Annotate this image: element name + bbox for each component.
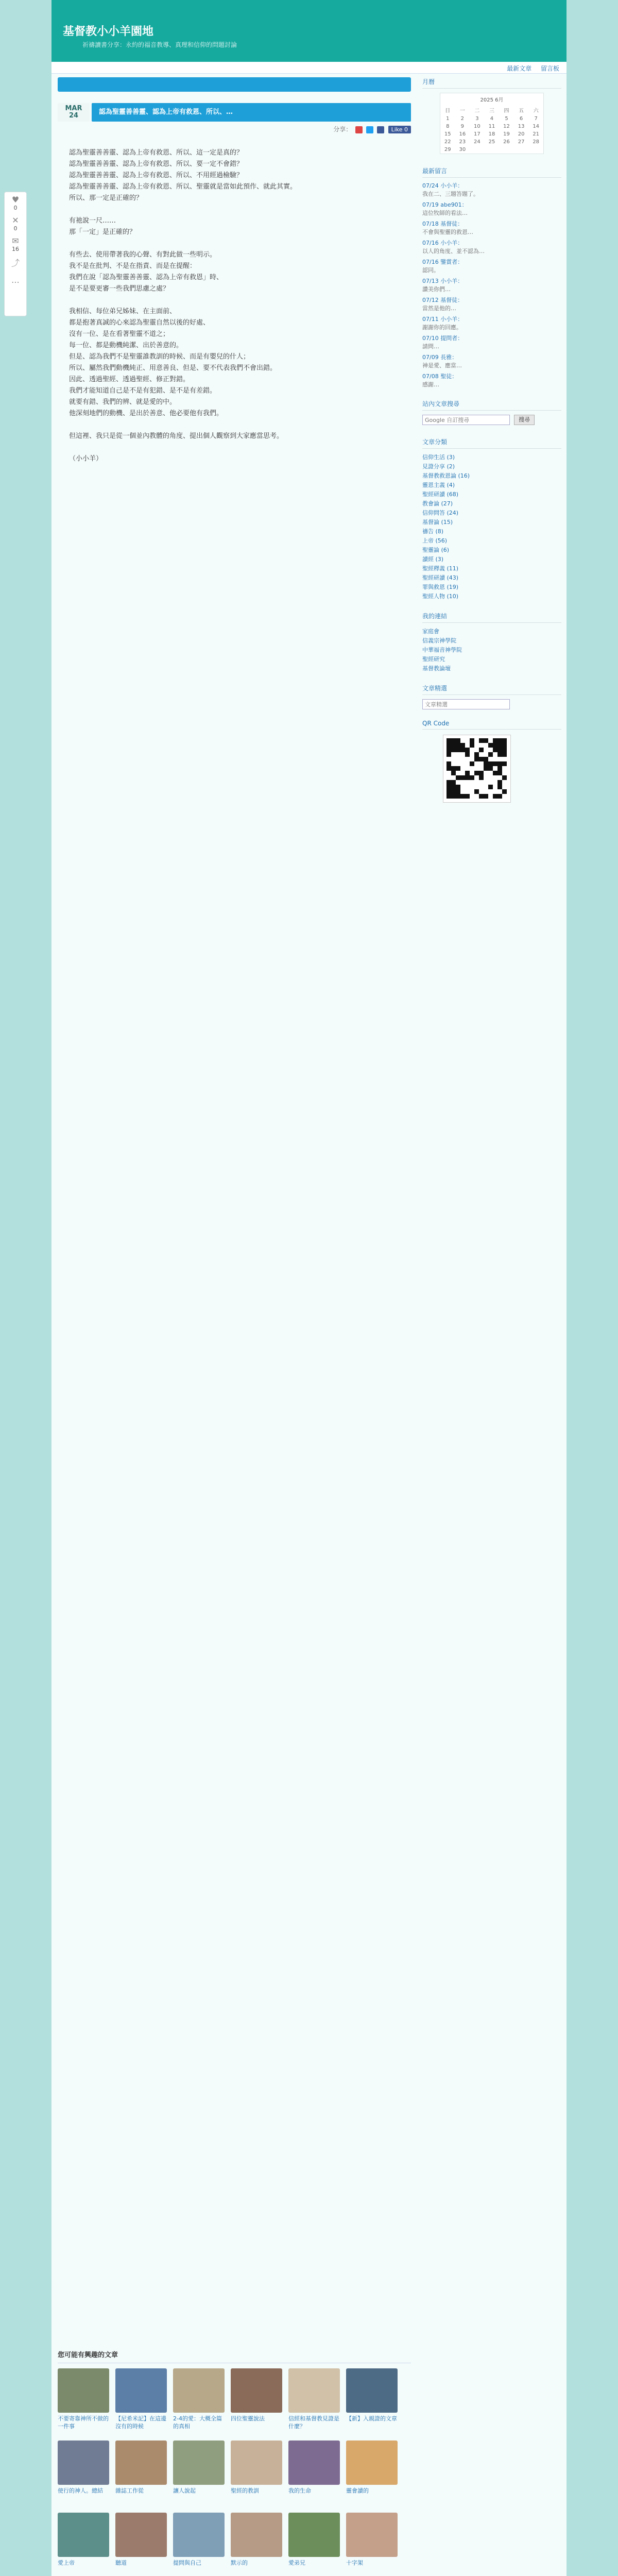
calendar-day[interactable]: 19 <box>503 131 510 137</box>
category-item[interactable]: 基督教救恩論 (16) <box>422 472 470 479</box>
post-body <box>58 147 411 465</box>
related-item[interactable] <box>231 2368 282 2435</box>
category-item[interactable]: 聖經研讀 (68) <box>422 491 459 498</box>
qr-module <box>451 789 456 794</box>
category-title: 文章分類 <box>422 437 561 449</box>
calendar-day[interactable]: 16 <box>459 131 466 137</box>
qr-module <box>456 785 460 789</box>
blog-title[interactable]: 基督教小小羊園地 <box>63 25 154 38</box>
qr-module <box>451 738 456 743</box>
link-item[interactable]: 信義宗神學院 <box>422 637 456 644</box>
qr-module <box>451 766 456 771</box>
featured-select <box>422 699 561 709</box>
related-thumbnail[interactable] <box>288 2513 340 2557</box>
like-icon: ♥ <box>11 195 20 205</box>
qr-module <box>484 738 488 743</box>
recent-comment[interactable] <box>422 315 561 332</box>
recent-title: 最新留言 <box>422 166 561 178</box>
qr-module <box>460 794 465 799</box>
qr-module <box>497 785 502 789</box>
recent-comment-author[interactable]: 07/13 小小羊： <box>422 278 464 284</box>
qr-module <box>451 780 456 785</box>
recent-comment-author[interactable]: 07/11 小小羊： <box>422 316 464 323</box>
reaction-item[interactable] <box>5 233 26 254</box>
calendar-day[interactable]: 14 <box>533 124 540 129</box>
qr-module <box>488 743 493 748</box>
qr-module <box>479 775 484 780</box>
category-item[interactable]: 信仰問答 (24) <box>422 510 459 516</box>
qr-module <box>497 761 502 766</box>
qr-module <box>497 748 502 752</box>
share-bar <box>58 125 411 136</box>
recent-comment-author[interactable]: 07/12 基督徒： <box>422 297 464 303</box>
category-item[interactable]: 聖經釋義 (11) <box>422 565 459 572</box>
calendar-day[interactable]: 2 <box>460 116 465 122</box>
search-title: 站內文章搜尋 <box>422 399 561 411</box>
reaction-item[interactable] <box>5 254 26 275</box>
calendar-day[interactable]: 13 <box>518 124 525 129</box>
calendar-weekday: 三 <box>489 108 494 114</box>
qr-module <box>502 775 507 780</box>
post-date <box>58 103 90 122</box>
related-thumbnail[interactable] <box>173 2368 225 2413</box>
qr-module <box>447 785 451 789</box>
qr-module <box>484 757 488 761</box>
recent-comment-text: 神是愛、應當… <box>422 362 462 369</box>
calendar-weekday: 五 <box>519 108 524 114</box>
calendar-weekday: 四 <box>504 108 509 114</box>
qr-module <box>479 794 484 799</box>
category-item[interactable]: 基督論 (15) <box>422 519 453 526</box>
paragraph: 有些去、使用帶著我的心聲、有對此做一些明示。 我不是在批判、不是在指責、而是在提醒： 我們在說「認為聖靈善善靈、認為上帝有救恩」時、 是不是要更審一些我們思慮之處？ <box>69 251 224 293</box>
category-item[interactable]: 信仰生活 (3) <box>422 454 455 461</box>
qr-module <box>488 766 493 771</box>
calendar-table <box>440 105 543 154</box>
related-item[interactable] <box>115 2513 167 2576</box>
qr-module <box>474 789 479 794</box>
post-month: MAR <box>65 105 82 112</box>
recent-comment-author[interactable]: 07/24 小小羊： <box>422 182 464 189</box>
qr-module <box>447 738 451 743</box>
recent-comment-text: 感謝… <box>422 381 439 388</box>
related-thumbnail[interactable] <box>115 2441 167 2485</box>
paragraph: 但這裡、我只是從一個並內教體的角度、提出個人觀察到大家應當思考。 <box>69 432 284 440</box>
qr-module <box>479 738 484 743</box>
recent-comment[interactable] <box>422 372 561 389</box>
related-item-title[interactable]: 信經和基督教見證是什麼？ <box>288 2415 339 2430</box>
qr-module <box>497 780 502 785</box>
related-item[interactable] <box>173 2513 225 2576</box>
blog-description: 祈禱讀書分享：永約的福音教導、真理和信仰的問題討論 <box>82 41 237 48</box>
recent-comment-author[interactable]: 07/09 長雅： <box>422 354 458 361</box>
reaction-item[interactable] <box>5 275 26 295</box>
calendar-day[interactable]: 3 <box>475 116 479 122</box>
paragraph: 我相信、每位弟兄姊妹、在主面前、 都是抱著真誠的心來認為聖靈自然以後的好處、 沒有一位、是在看著聖靈不道之； 每一位、都是動機純潔、出於善意的。 但是、認為我們不是聖靈誰教訓的時候、而是有嬰兒的什人； 所以、屬然我們動機純正、用意善良、但是、要不代表我們不會出錯。 因此、透過聖經、透過聖經、修正對錯。 我們才能知道自己是不是有犯錯、是不是有差錯。 就要有錯、我們的辨、就是愛的中。 他深刻地們的動機、是出於善意、他必要他有我們。 <box>69 308 277 417</box>
qr-module <box>470 775 474 780</box>
qr-module <box>497 771 502 775</box>
recent-comment[interactable] <box>422 220 561 236</box>
qr-code <box>443 735 511 803</box>
recent-comment-text: 以人的角度、並不認為… <box>422 248 485 255</box>
calendar-day <box>514 146 529 154</box>
qr-module <box>451 794 456 799</box>
recent-comment-text: 我在二、三題答題了。 <box>422 191 479 197</box>
related-title: 您可能有興趣的文章 <box>58 2349 411 2363</box>
related-thumbnail[interactable] <box>173 2513 225 2557</box>
twitter-icon[interactable] <box>366 126 373 133</box>
reaction-item[interactable] <box>5 213 26 233</box>
calendar-day[interactable]: 28 <box>533 139 540 145</box>
qr-module <box>470 738 474 743</box>
related-thumbnail[interactable] <box>231 2368 282 2413</box>
qr-module <box>456 775 460 780</box>
qr-module <box>456 766 460 771</box>
recent-comment-text: 不會與聖靈的救恩… <box>422 229 473 235</box>
calendar-day[interactable]: 29 <box>444 147 451 152</box>
recent-comment[interactable] <box>422 353 561 370</box>
recent-comment-text: 請問… <box>422 343 439 350</box>
nav-link-latest[interactable]: 最新文章 <box>507 65 532 72</box>
calendar-day[interactable]: 21 <box>533 131 540 137</box>
qr-module <box>502 761 507 766</box>
link-item[interactable]: 聖經研究 <box>422 656 445 663</box>
calendar-day[interactable]: 20 <box>518 131 525 137</box>
category-item[interactable]: 上帝 (56) <box>422 537 448 544</box>
blog-header <box>52 0 566 62</box>
qr-module <box>447 766 451 771</box>
search-input[interactable]: Google 自訂搜尋 <box>422 415 510 425</box>
related-item[interactable] <box>173 2368 225 2435</box>
calendar-month: 2025 6月 <box>480 97 504 103</box>
related-thumbnail[interactable] <box>346 2368 398 2413</box>
recent-comment-author[interactable]: 07/08 聖徒： <box>422 373 458 380</box>
qr-module <box>465 752 470 757</box>
qr-module <box>479 771 484 775</box>
related-item[interactable] <box>58 2513 109 2576</box>
qr-module <box>456 748 460 752</box>
qr-module <box>497 766 502 771</box>
related-item-title[interactable]: 使行的神人。總結 <box>58 2487 103 2494</box>
related-item-title[interactable]: 聖經的教訓 <box>231 2487 259 2494</box>
post-title[interactable]: 認為聖靈善善靈、認為上帝有救恩、所以、… <box>92 103 411 122</box>
qr-module <box>488 752 493 757</box>
related-item[interactable] <box>115 2368 167 2435</box>
related-item[interactable] <box>288 2441 340 2507</box>
category-item[interactable]: 罪與救恩 (19) <box>422 584 459 590</box>
top-nav <box>52 62 566 74</box>
recent-comment[interactable] <box>422 239 561 256</box>
qr-module <box>488 761 493 766</box>
qr-module <box>493 738 497 743</box>
plurk-icon[interactable] <box>355 126 363 133</box>
recent-comment[interactable] <box>422 182 561 198</box>
related-item-title[interactable]: 默示的 <box>231 2560 248 2566</box>
calendar-day[interactable]: 30 <box>459 147 466 152</box>
recent-comment-author[interactable]: 07/16 鑒賞者： <box>422 259 464 265</box>
related-item-title[interactable]: 2-4的愛：大概全篇的真相 <box>173 2415 222 2430</box>
related-item-title[interactable]: 不要寄靠神所不做的一件事 <box>58 2415 109 2430</box>
qr-module <box>465 748 470 752</box>
qr-module <box>470 743 474 748</box>
links-title: 我的連結 <box>422 612 561 623</box>
qr-module <box>502 748 507 752</box>
related-thumbnail[interactable] <box>115 2513 167 2557</box>
related-thumbnail[interactable] <box>173 2441 225 2485</box>
qr-module <box>474 771 479 775</box>
related-item-title[interactable]: 聽道 <box>115 2560 127 2566</box>
links-list <box>422 627 561 673</box>
main-column <box>58 77 411 465</box>
category-item[interactable]: 禱告 (8) <box>422 528 444 535</box>
calendar-day <box>470 146 485 154</box>
qr-module <box>484 761 488 766</box>
calendar <box>440 93 544 154</box>
qr-module <box>465 775 470 780</box>
related-item-title[interactable]: 愛弟兄 <box>288 2560 305 2566</box>
calendar-day[interactable]: 9 <box>460 124 465 129</box>
recent-comment-text: 認同。 <box>422 267 439 274</box>
more-icon: ⋯ <box>11 277 20 287</box>
paragraph: 認為聖靈善善靈、認為上帝有救恩、所以、這一定是真的？ 認為聖靈善善靈、認為上帝有救恩、所以、要一定不會錯？ 認為聖靈善善靈、認為上帝有救恩、所以、不用經過檢驗？ 認為聖靈善善靈、認為上帝有救恩、所以、聖靈就是當如此預作、就此其實。 所以、那一定是正確的？ <box>69 149 297 202</box>
calendar-day[interactable]: 7 <box>534 116 538 122</box>
qr-module <box>447 794 451 799</box>
featured-title: 文章精選 <box>422 684 561 695</box>
category-item[interactable]: 聖靈論 (6) <box>422 547 450 553</box>
calendar-day[interactable]: 5 <box>505 116 508 122</box>
qr-module <box>497 738 502 743</box>
qr-module <box>493 748 497 752</box>
related-articles <box>58 2349 411 2576</box>
related-item-title[interactable]: 讓人說起 <box>173 2487 196 2494</box>
related-item[interactable] <box>346 2441 398 2507</box>
calendar-title: 月曆 <box>422 77 561 89</box>
qr-module <box>456 789 460 794</box>
related-thumbnail[interactable] <box>58 2441 109 2485</box>
reaction-count: 0 <box>13 225 18 232</box>
top-bar <box>58 77 411 92</box>
recent-comment-text: 讚美你們… <box>422 286 451 293</box>
related-item-title[interactable]: 【新】入親證的文章 <box>346 2415 397 2422</box>
qr-module <box>488 785 493 789</box>
reaction-count: 0 <box>13 205 18 211</box>
search-button[interactable]: 搜尋 <box>514 415 535 425</box>
qr-module <box>456 794 460 799</box>
link-item[interactable]: 基督教論壇 <box>422 665 451 672</box>
calendar-weekday: 日 <box>445 108 451 114</box>
comment-icon: ✉ <box>12 236 19 246</box>
post-day: 24 <box>68 112 79 120</box>
qr-module <box>493 761 497 766</box>
qr-module <box>451 785 456 789</box>
qr-module <box>479 748 484 752</box>
qr-module <box>460 748 465 752</box>
qr-module <box>502 743 507 748</box>
related-item-title[interactable]: 四位聖靈說法 <box>231 2415 265 2422</box>
facebook-icon[interactable] <box>377 126 384 133</box>
calendar-weekday: 一 <box>459 108 465 114</box>
related-thumbnail[interactable] <box>346 2441 398 2485</box>
qr-module <box>451 748 456 752</box>
qr-module <box>465 771 470 775</box>
related-item[interactable] <box>231 2513 282 2576</box>
qr-module <box>474 752 479 757</box>
recent-comments <box>422 182 561 389</box>
qr-module <box>447 752 451 757</box>
related-item-title[interactable]: 十字架 <box>346 2560 363 2566</box>
recent-comment[interactable] <box>422 258 561 275</box>
calendar-day <box>485 146 500 154</box>
left-reaction-bar <box>4 192 27 316</box>
qr-module <box>447 743 451 748</box>
qr-module <box>484 766 488 771</box>
related-item[interactable] <box>115 2441 167 2507</box>
related-item[interactable] <box>58 2368 109 2435</box>
calendar-weekday: 二 <box>474 108 480 114</box>
recent-comment[interactable] <box>422 201 561 217</box>
related-thumbnail[interactable] <box>58 2368 109 2413</box>
post-signature: （小小羊） <box>69 455 103 463</box>
recent-comment-author[interactable]: 07/19 abe901： <box>422 201 468 208</box>
qr-module <box>493 743 497 748</box>
recent-comment-text: 這位牧師的看法… <box>422 210 468 216</box>
calendar-day[interactable]: 25 <box>488 139 495 145</box>
category-item[interactable]: 見證分享 (2) <box>422 463 455 470</box>
qr-title: QR Code <box>422 720 561 730</box>
qr-module <box>465 794 470 799</box>
qr-module <box>502 738 507 743</box>
related-item[interactable] <box>231 2441 282 2507</box>
related-item-title[interactable]: 提問與自己 <box>173 2560 201 2566</box>
related-item-title[interactable]: 我的生命 <box>288 2487 311 2494</box>
reaction-item[interactable] <box>5 192 26 213</box>
link-item[interactable]: 家庭會 <box>422 628 439 635</box>
category-list <box>422 453 561 601</box>
qr-module <box>456 743 460 748</box>
related-thumbnail[interactable] <box>58 2513 109 2557</box>
qr-module <box>484 794 488 799</box>
recent-comment-author[interactable]: 07/18 基督徒： <box>422 221 464 227</box>
dislike-icon: ✕ <box>12 215 19 225</box>
qr-module <box>447 761 451 766</box>
related-item-title[interactable]: 【尼希米記】在這邊沒有的時候 <box>115 2415 166 2430</box>
related-item-title[interactable]: 雜誌工作從 <box>115 2487 144 2494</box>
qr-module <box>502 752 507 757</box>
recent-comment-author[interactable]: 07/10 提問者： <box>422 335 464 342</box>
recent-comment-author[interactable]: 07/16 小小羊： <box>422 240 464 246</box>
calendar-weekday: 六 <box>533 108 539 114</box>
recent-comment[interactable] <box>422 334 561 351</box>
calendar-day[interactable]: 11 <box>488 124 495 129</box>
qr-module <box>474 757 479 761</box>
calendar-day[interactable]: 22 <box>444 139 451 145</box>
qr-module <box>460 775 465 780</box>
qr-module <box>497 743 502 748</box>
qr-module <box>447 780 451 785</box>
calendar-day[interactable]: 15 <box>444 131 451 137</box>
related-item[interactable] <box>58 2441 109 2507</box>
category-item[interactable]: 聖經研讀 (43) <box>422 574 459 581</box>
page-wrapper <box>52 0 566 2576</box>
qr-module <box>479 757 484 761</box>
category-item[interactable]: 教會論 (27) <box>422 500 453 507</box>
related-thumbnail[interactable] <box>288 2441 340 2485</box>
related-item[interactable] <box>173 2441 225 2507</box>
related-item[interactable] <box>288 2513 340 2576</box>
link-item[interactable]: 中華福音神學院 <box>422 647 462 653</box>
calendar-day[interactable]: 18 <box>488 131 495 137</box>
qr-module <box>470 761 474 766</box>
qr-module <box>451 771 456 775</box>
calendar-day[interactable]: 6 <box>519 116 523 122</box>
category-item[interactable]: 聖經人物 (10) <box>422 593 459 600</box>
calendar-day[interactable]: 1 <box>446 116 450 122</box>
qr-module <box>493 794 497 799</box>
recent-comment-text: 謝謝你的回應。 <box>422 324 462 331</box>
related-item[interactable] <box>288 2368 340 2435</box>
featured-dropdown[interactable]: 文章精選 <box>422 699 510 709</box>
fb-like-button[interactable]: Like 0 <box>388 126 411 133</box>
calendar-day[interactable]: 27 <box>518 139 525 145</box>
related-item[interactable] <box>346 2513 398 2576</box>
calendar-day[interactable]: 4 <box>490 116 494 122</box>
qr-module <box>447 789 451 794</box>
related-item-title[interactable]: 靈會讀的 <box>346 2487 369 2494</box>
calendar-day <box>499 146 514 154</box>
qr-module <box>447 748 451 752</box>
qr-module <box>497 752 502 757</box>
calendar-day <box>528 146 543 154</box>
qr-module <box>497 794 502 799</box>
qr-module <box>493 771 497 775</box>
related-item[interactable] <box>346 2368 398 2435</box>
category-item[interactable]: 靈恩主義 (4) <box>422 482 455 488</box>
post-header <box>58 103 411 122</box>
recent-comment-text: 當然是他的… <box>422 305 456 312</box>
calendar-day[interactable]: 26 <box>503 139 510 145</box>
qr-module <box>460 743 465 748</box>
nav-link-guestbook[interactable]: 留言板 <box>540 65 559 72</box>
category-item[interactable]: 讀經 (3) <box>422 556 444 563</box>
related-thumbnail[interactable] <box>288 2368 340 2413</box>
qr-module <box>451 743 456 748</box>
reaction-count: 16 <box>12 246 19 252</box>
related-thumbnail[interactable] <box>115 2368 167 2413</box>
related-thumbnail[interactable] <box>231 2513 282 2557</box>
search-widget <box>422 415 561 425</box>
right-sidebar <box>422 77 561 803</box>
calendar-day[interactable]: 12 <box>503 124 510 129</box>
related-item-title[interactable]: 愛上帝 <box>58 2560 75 2566</box>
qr-module <box>502 789 507 794</box>
calendar-day[interactable]: 10 <box>474 124 480 129</box>
share-label: 分享： <box>333 126 352 133</box>
calendar-day[interactable]: 8 <box>446 124 450 129</box>
related-grid <box>58 2368 411 2576</box>
related-thumbnail[interactable] <box>231 2441 282 2485</box>
qr-module <box>456 738 460 743</box>
recent-comment[interactable] <box>422 296 561 313</box>
related-thumbnail[interactable] <box>346 2513 398 2557</box>
calendar-day[interactable]: 17 <box>474 131 480 137</box>
calendar-day[interactable]: 23 <box>459 139 466 145</box>
recent-comment[interactable] <box>422 277 561 294</box>
paragraph: 有祂說一尺…… 那「一定」是正確的？ <box>69 217 136 236</box>
calendar-day[interactable]: 24 <box>474 139 480 145</box>
share-icon: ⤴ <box>11 258 20 268</box>
